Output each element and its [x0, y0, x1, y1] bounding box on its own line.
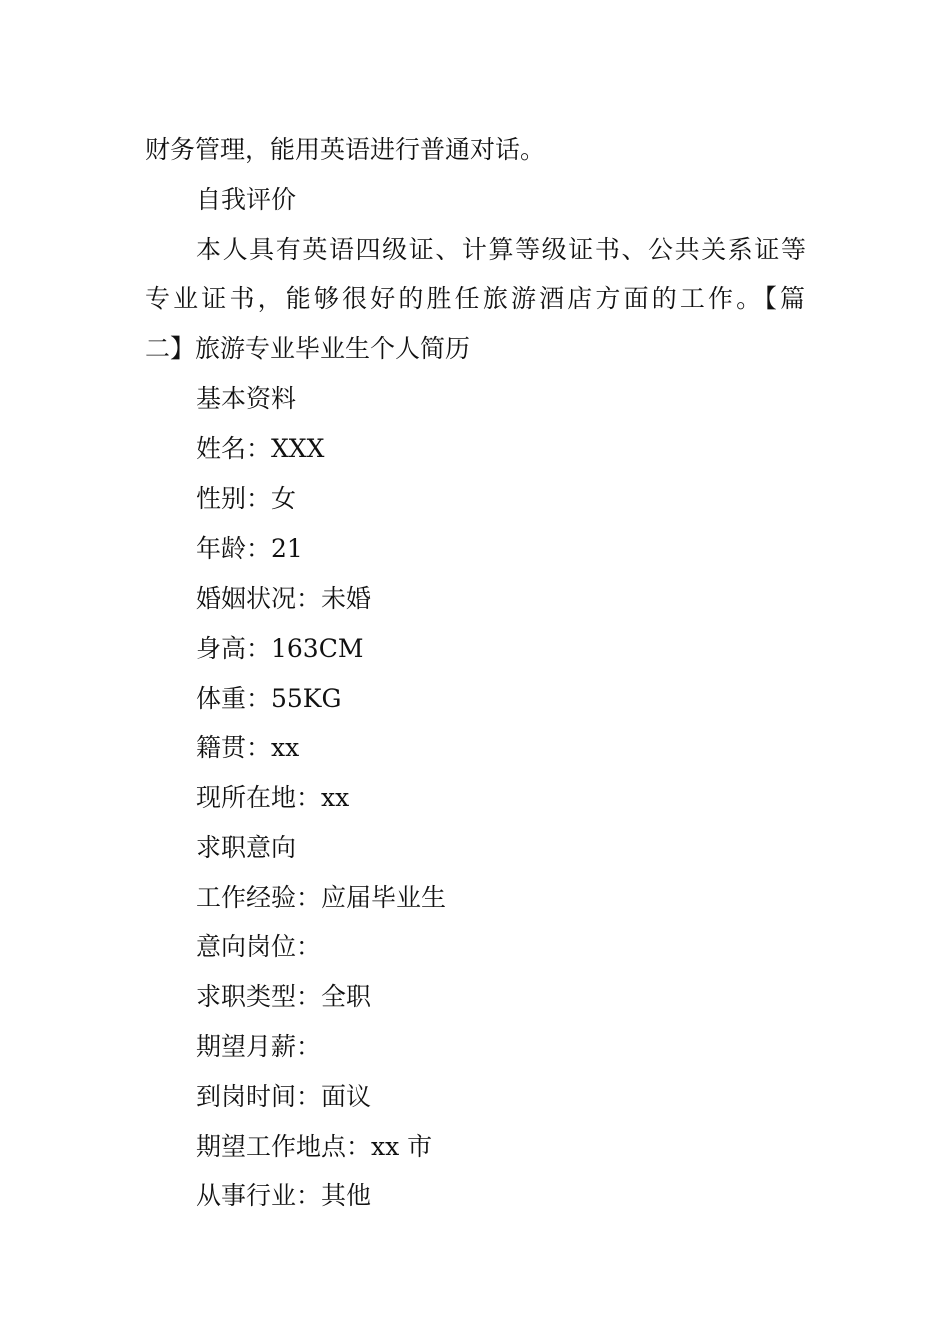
field-line: 期望月薪：: [196, 1032, 322, 1061]
field-line: 姓名：XXX: [196, 434, 325, 463]
field-line: 意向岗位：: [196, 932, 322, 961]
field-line: 身高：163CM: [196, 634, 364, 663]
field-line: 从事行业：其他: [196, 1181, 372, 1210]
field-line: 工作经验：应届毕业生: [196, 883, 447, 912]
field-line: 籍贯：xx: [196, 733, 300, 762]
field-line: 求职类型：全职: [196, 982, 372, 1011]
section-heading: 求职意向: [196, 833, 297, 862]
field-line: 性别：女: [196, 484, 297, 513]
paragraph-line: 本人具有英语四级证、计算等级证书、公共关系证等: [196, 235, 806, 264]
field-line: 年龄：21: [196, 534, 303, 563]
section-heading: 自我评价: [196, 185, 297, 214]
field-line: 现所在地：xx: [196, 783, 350, 812]
paragraph-line: 专业证书，能够很好的胜任旅游酒店方面的工作。【篇: [145, 284, 805, 313]
field-line: 体重：55KG: [196, 684, 342, 713]
paragraph-line: 财务管理，能用英语进行普通对话。: [145, 135, 546, 164]
section-heading: 基本资料: [196, 384, 297, 413]
paragraph-line: 二】旅游专业毕业生个人简历: [145, 334, 471, 363]
field-line: 期望工作地点：xx 市: [196, 1132, 433, 1161]
field-line: 婚姻状况：未婚: [196, 584, 372, 613]
field-line: 到岗时间：面议: [196, 1082, 372, 1111]
